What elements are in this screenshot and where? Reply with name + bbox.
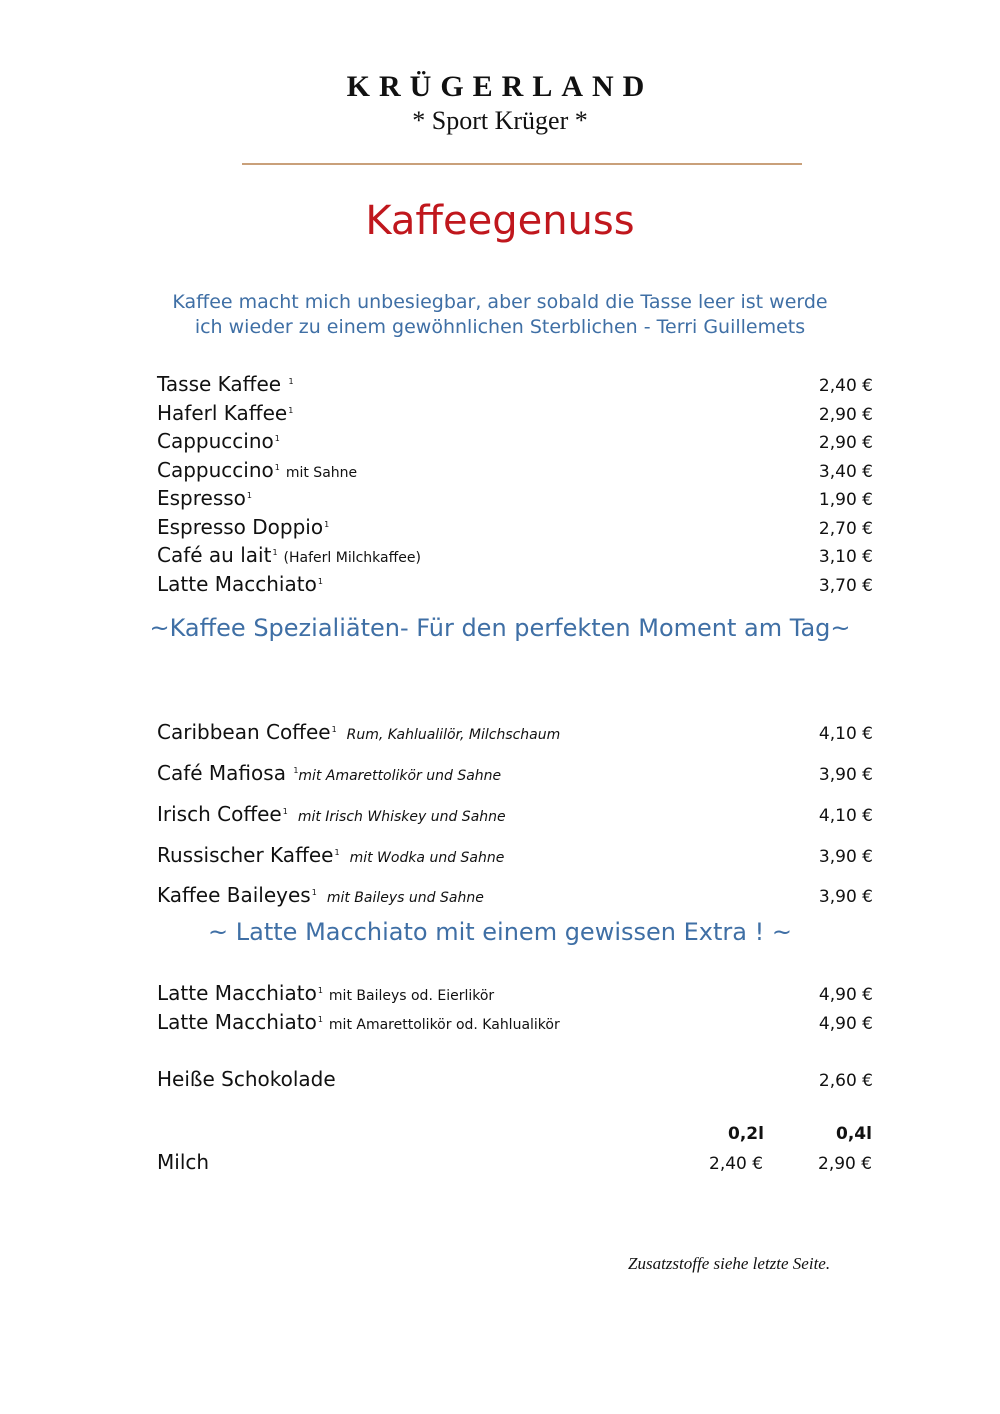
item-price: 3,90 € [818,765,873,785]
menu-row [157,570,873,598]
menu-row [157,881,873,909]
item-price: 4,90 € [818,985,873,1005]
item-price: 1,90 € [818,490,873,510]
menu-row [157,841,873,869]
item-price: 2,60 € [818,1071,873,1091]
item-note: mit Irisch Whiskey und Sahne [297,809,506,825]
item-name: Latte Macchiato$^1$ mit Amarettolikör od. Kahlualikör [157,1010,560,1034]
item-note: mit Amarettolikör od. Kahlualikör [328,1017,560,1033]
milk-name: Milch [157,1150,210,1174]
brand-subtitle: * Sport Krüger * [412,106,588,135]
item-name: Espresso Doppio$^1$ [157,515,330,539]
item-note: mit Sahne [285,465,358,481]
item-note: mit Baileys od. Eierlikör [328,988,495,1004]
quote-line-1: Kaffee macht mich unbesiegbar, aber sobald die Tasse leer ist werde [172,291,828,313]
menu-row [157,1065,873,1093]
item-name: Latte Macchiato$^1$ [157,572,323,596]
item-name: Caribbean Coffee$^1$ Rum, Kahlualilör, Milchschaum [157,720,561,744]
item-note: mit Amarettolikör und Sahne [298,768,502,784]
menu-row [157,484,873,512]
section-heading-latte: ~ Latte Macchiato mit einem gewissen Extra ! ~ [208,918,792,946]
brand-title: KRÜGERLAND [346,70,654,103]
menu-row [157,979,873,1007]
milk-price-small: 2,40 € [709,1154,764,1174]
section-heading-specials: ~Kaffee Spezialiäten- Für den perfekten Moment am Tag~ [149,614,851,642]
item-name: Cappuccino$^1$ [157,429,280,453]
milk-price-large: 2,90 € [818,1154,873,1174]
quote-line-2: ich wieder zu einem gewöhnlichen Sterblichen - Terri Guillemets [194,316,806,338]
quote [100,290,900,340]
item-name: Haferl Kaffee$^1$ [157,401,294,425]
menu-row [157,800,873,828]
item-name: Heiße Schokolade [157,1067,336,1091]
item-name: Espresso$^1$ [157,486,253,510]
menu-row [157,718,873,746]
menu-row [157,370,873,398]
menu-row [157,1008,873,1036]
item-note: mit Baileys und Sahne [326,890,484,906]
menu-row [157,427,873,455]
item-name: Café au lait$^1$ (Haferl Milchkaffee) [157,543,421,567]
item-note: (Haferl Milchkaffee) [283,550,421,566]
item-price: 4,10 € [818,724,873,744]
item-name: Tasse Kaffee $^1$ [157,372,294,396]
item-price: 3,70 € [818,576,873,596]
item-price: 2,90 € [818,405,873,425]
menu-row [157,513,873,541]
item-price: 3,40 € [818,462,873,482]
item-note: Rum, Kahlualilör, Milchschaum [346,727,561,743]
item-price: 3,10 € [818,547,873,567]
size-header-small: 0,2l [728,1124,764,1144]
item-price: 2,90 € [818,433,873,453]
page-title: Kaffeegenuss [365,198,635,244]
item-name: Russischer Kaffee$^1$ mit Wodka und Sahne [157,843,505,867]
menu-row [157,759,873,787]
item-name: Cappuccino$^1$ mit Sahne [157,458,358,482]
item-name: Irisch Coffee$^1$ mit Irisch Whiskey und Sahne [157,802,506,826]
item-price: 3,90 € [818,847,873,867]
item-name: Kaffee Baileyes$^1$ mit Baileys und Sahne [157,883,484,907]
footer-note: Zusatzstoffe siehe letzte Seite. [628,1254,831,1273]
item-price: 2,70 € [818,519,873,539]
item-note: mit Wodka und Sahne [349,850,505,866]
menu-row [157,456,873,484]
menu-row [157,541,873,569]
item-price: 3,90 € [818,887,873,907]
item-price: 4,90 € [818,1014,873,1034]
menu-row [157,399,873,427]
item-price: 4,10 € [818,806,873,826]
header-divider [242,163,802,165]
item-name: Latte Macchiato$^1$ mit Baileys od. Eierlikör [157,981,495,1005]
item-price: 2,40 € [818,376,873,396]
item-name: Café Mafiosa $^1$mit Amarettolikör und Sahne [157,761,502,785]
size-header-large: 0,4l [836,1124,872,1144]
